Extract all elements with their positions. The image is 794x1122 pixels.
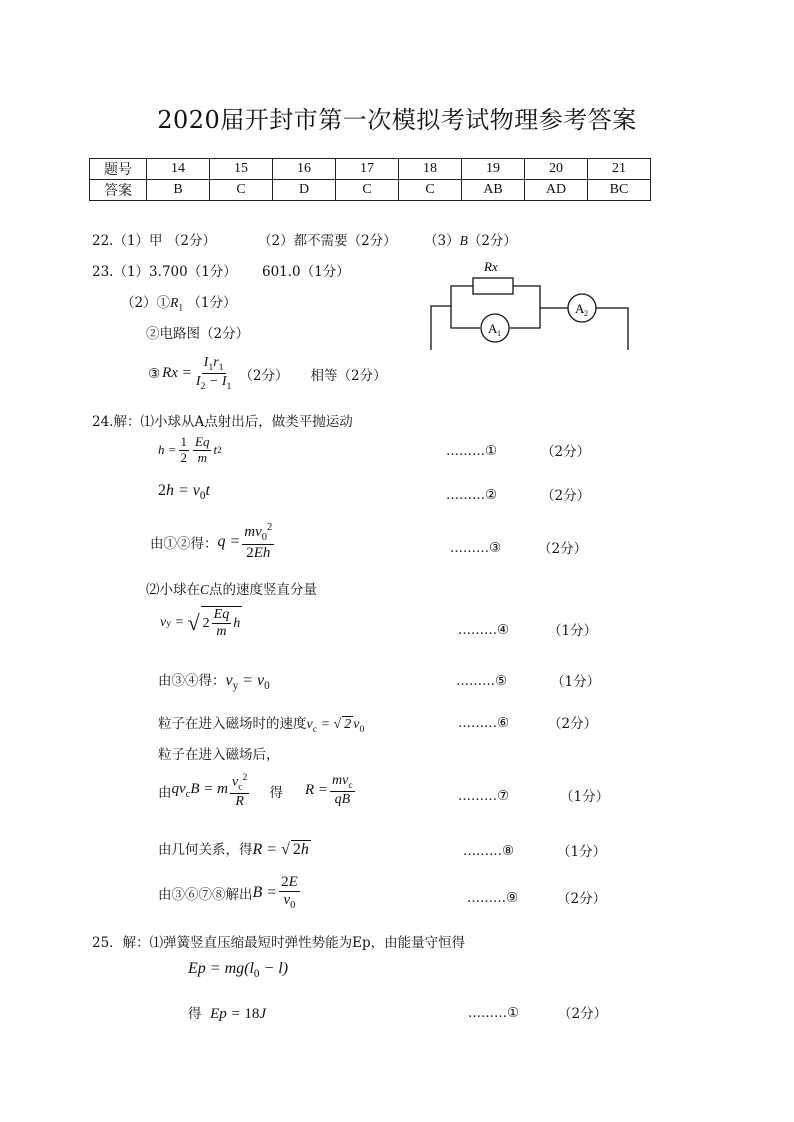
- equation-marker: ③: [489, 540, 502, 556]
- leader-dots: ………: [446, 444, 485, 459]
- resistor-rx: [473, 278, 513, 294]
- q23-part1-b: 601.0（1分）: [262, 264, 350, 280]
- leader-dots: ………: [450, 541, 489, 556]
- equation-marker: ④: [497, 622, 510, 638]
- table-cell: C: [336, 180, 399, 201]
- score-label: （1分）: [560, 789, 610, 805]
- q25-intro: 25．解：⑴弹簧竖直压缩最短时弹性势能为Ep，由能量守恒得: [92, 935, 466, 951]
- q22-part1: 22.（1）甲 （2分）: [92, 233, 216, 249]
- leader-dots: ………: [468, 1006, 507, 1021]
- step-text: 由①②得：: [150, 536, 218, 553]
- equation-marker: ①: [507, 1005, 520, 1021]
- q23-part2: [121, 291, 236, 314]
- circuit-wire: [451, 306, 480, 328]
- leader-dots: ………: [456, 674, 495, 689]
- table-cell: 15: [210, 159, 273, 180]
- page-title: 2020届开封市第一次模拟考试物理参考答案: [157, 106, 637, 134]
- q22-part3: [424, 229, 517, 249]
- table-row: [90, 159, 651, 180]
- q23-part2-score: （1分）: [187, 295, 237, 311]
- circuit-wire: [510, 286, 540, 328]
- leader-dots: ………: [458, 716, 497, 731]
- step-text: 由: [158, 784, 172, 801]
- score-label: （2分）: [541, 444, 591, 460]
- equation-marker: ②: [485, 487, 498, 503]
- q23-part3-score: （2分）: [239, 367, 289, 384]
- step-text: 由③⑥⑦⑧解出: [158, 887, 253, 904]
- table-cell: AB: [462, 180, 525, 201]
- q22-part3-label: （3）: [424, 233, 460, 249]
- label-a2: A: [575, 301, 585, 316]
- score-label: （2分）: [558, 1006, 608, 1022]
- table-cell: 16: [273, 159, 336, 180]
- q22-part3-answer: B: [459, 233, 468, 248]
- q24-solve-b: 由③⑥⑦⑧解出 B = $\frac{2E}{v_0}$: [158, 874, 298, 912]
- q24-step-r: 由 $qv_cB = m$ $\frac{v_c^2}{R}$ 得 R = $\frac{mv_c}{qB}$: [158, 772, 353, 809]
- q22-part2: （2）都不需要（2分）: [258, 233, 397, 249]
- table-cell: C: [210, 180, 273, 201]
- label-a2-sub: 2: [584, 309, 588, 318]
- leader-dots: ………: [463, 844, 502, 859]
- table-cell: 14: [147, 159, 210, 180]
- table-cell: C: [399, 180, 462, 201]
- circuit-wire: [596, 308, 628, 350]
- label-a1: A: [488, 321, 498, 336]
- table-cell: 题号: [90, 159, 147, 180]
- formula-q: $\frac{mv_0^2}{2Eh}$: [244, 522, 273, 562]
- formula-ep: $Ep = mg(l_0 - l)$: [188, 960, 289, 981]
- circuit-wire: [431, 286, 473, 350]
- table-cell: BC: [588, 180, 651, 201]
- q24-after: 粒子在进入磁场后，: [158, 747, 280, 763]
- part2-text-b: 点的速度竖直分量: [209, 582, 318, 598]
- table-cell: 17: [336, 159, 399, 180]
- formula-h: h = $\frac{1}{2}$ $\frac{Eq}{m}$ t 2: [158, 434, 222, 465]
- score-label: （1分）: [557, 844, 607, 860]
- q24-step-q: 由①②得： q = $\frac{mv_0^2}{2Eh}$: [150, 522, 273, 562]
- q24-enter-speed: 粒子在进入磁场时的速度$v_c$ = √ 2 $v_0$: [158, 716, 365, 735]
- score-label: （2分）: [548, 716, 598, 732]
- step-text: 由几何关系，得: [158, 842, 253, 858]
- q24-part2: [146, 578, 317, 598]
- step-text: 得: [269, 784, 283, 801]
- q24-intro: 24.解：⑴小球从A点射出后，做类平抛运动: [92, 414, 353, 430]
- q23-part3: [148, 355, 387, 392]
- label-rx: Rx: [484, 259, 498, 274]
- q23-part3-b: 相等（2分）: [310, 367, 387, 384]
- q25-result: 得 Ep = 18J: [188, 1006, 267, 1022]
- table-cell: 20: [525, 159, 588, 180]
- table-cell: D: [273, 180, 336, 201]
- point-c: C: [200, 582, 210, 597]
- part2-text: ⑵小球在: [146, 582, 200, 598]
- formula-vy: v y = √ 2 $\frac{Eq}{m}$ h: [160, 607, 241, 640]
- leader-dots: ………: [467, 891, 506, 906]
- table-row: [90, 180, 651, 201]
- leader-dots: ………: [446, 488, 485, 503]
- q23-part1: 23.（1）3.700（1分）: [92, 264, 237, 280]
- table-cell: B: [147, 180, 210, 201]
- equation-marker: ①: [485, 443, 498, 459]
- equation-marker: ⑨: [506, 890, 519, 906]
- formula-rx-fraction: $\frac{I_1r_1}{I_2 - I_1}$: [195, 355, 232, 392]
- q22-part3-score: （2分）: [467, 233, 517, 249]
- score-label: （2分）: [557, 891, 607, 907]
- equation-marker: ⑧: [502, 843, 515, 859]
- q24-geom: 由几何关系，得R = √ 2h: [158, 841, 309, 858]
- table-cell: AD: [525, 180, 588, 201]
- circuit-diagram: [420, 258, 640, 354]
- step-text: 得: [188, 1006, 202, 1022]
- step-text: 粒子在进入磁场时的速度: [158, 716, 307, 732]
- q23-circuit-label: ②电路图（2分）: [146, 326, 250, 342]
- table-cell: 答案: [90, 180, 147, 201]
- score-label: （1分）: [551, 674, 601, 690]
- formula-rx: Rx =: [162, 365, 192, 382]
- equation-marker: ⑤: [495, 673, 508, 689]
- formula-2h: $2h = v_0t$: [158, 482, 210, 503]
- leader-dots: ………: [458, 789, 497, 804]
- score-label: （2分）: [541, 488, 591, 504]
- formula-r1: $R_1$: [170, 295, 184, 314]
- score-label: （1分）: [548, 623, 598, 639]
- equation-marker: ⑥: [497, 715, 510, 731]
- table-cell: 21: [588, 159, 651, 180]
- answer-table: [89, 158, 651, 201]
- q23-part3-label: ③: [148, 365, 161, 382]
- score-label: （2分）: [538, 541, 588, 557]
- table-cell: 18: [399, 159, 462, 180]
- label-a1-sub: 1: [497, 329, 501, 338]
- leader-dots: ………: [458, 623, 497, 638]
- table-cell: 19: [462, 159, 525, 180]
- equation-marker: ⑦: [497, 788, 510, 804]
- step-text: 由③④得：: [158, 673, 226, 689]
- q24-step-vy: 由③④得：$v_y = v_0$: [158, 672, 270, 693]
- q23-part2-label: （2）①: [121, 295, 171, 311]
